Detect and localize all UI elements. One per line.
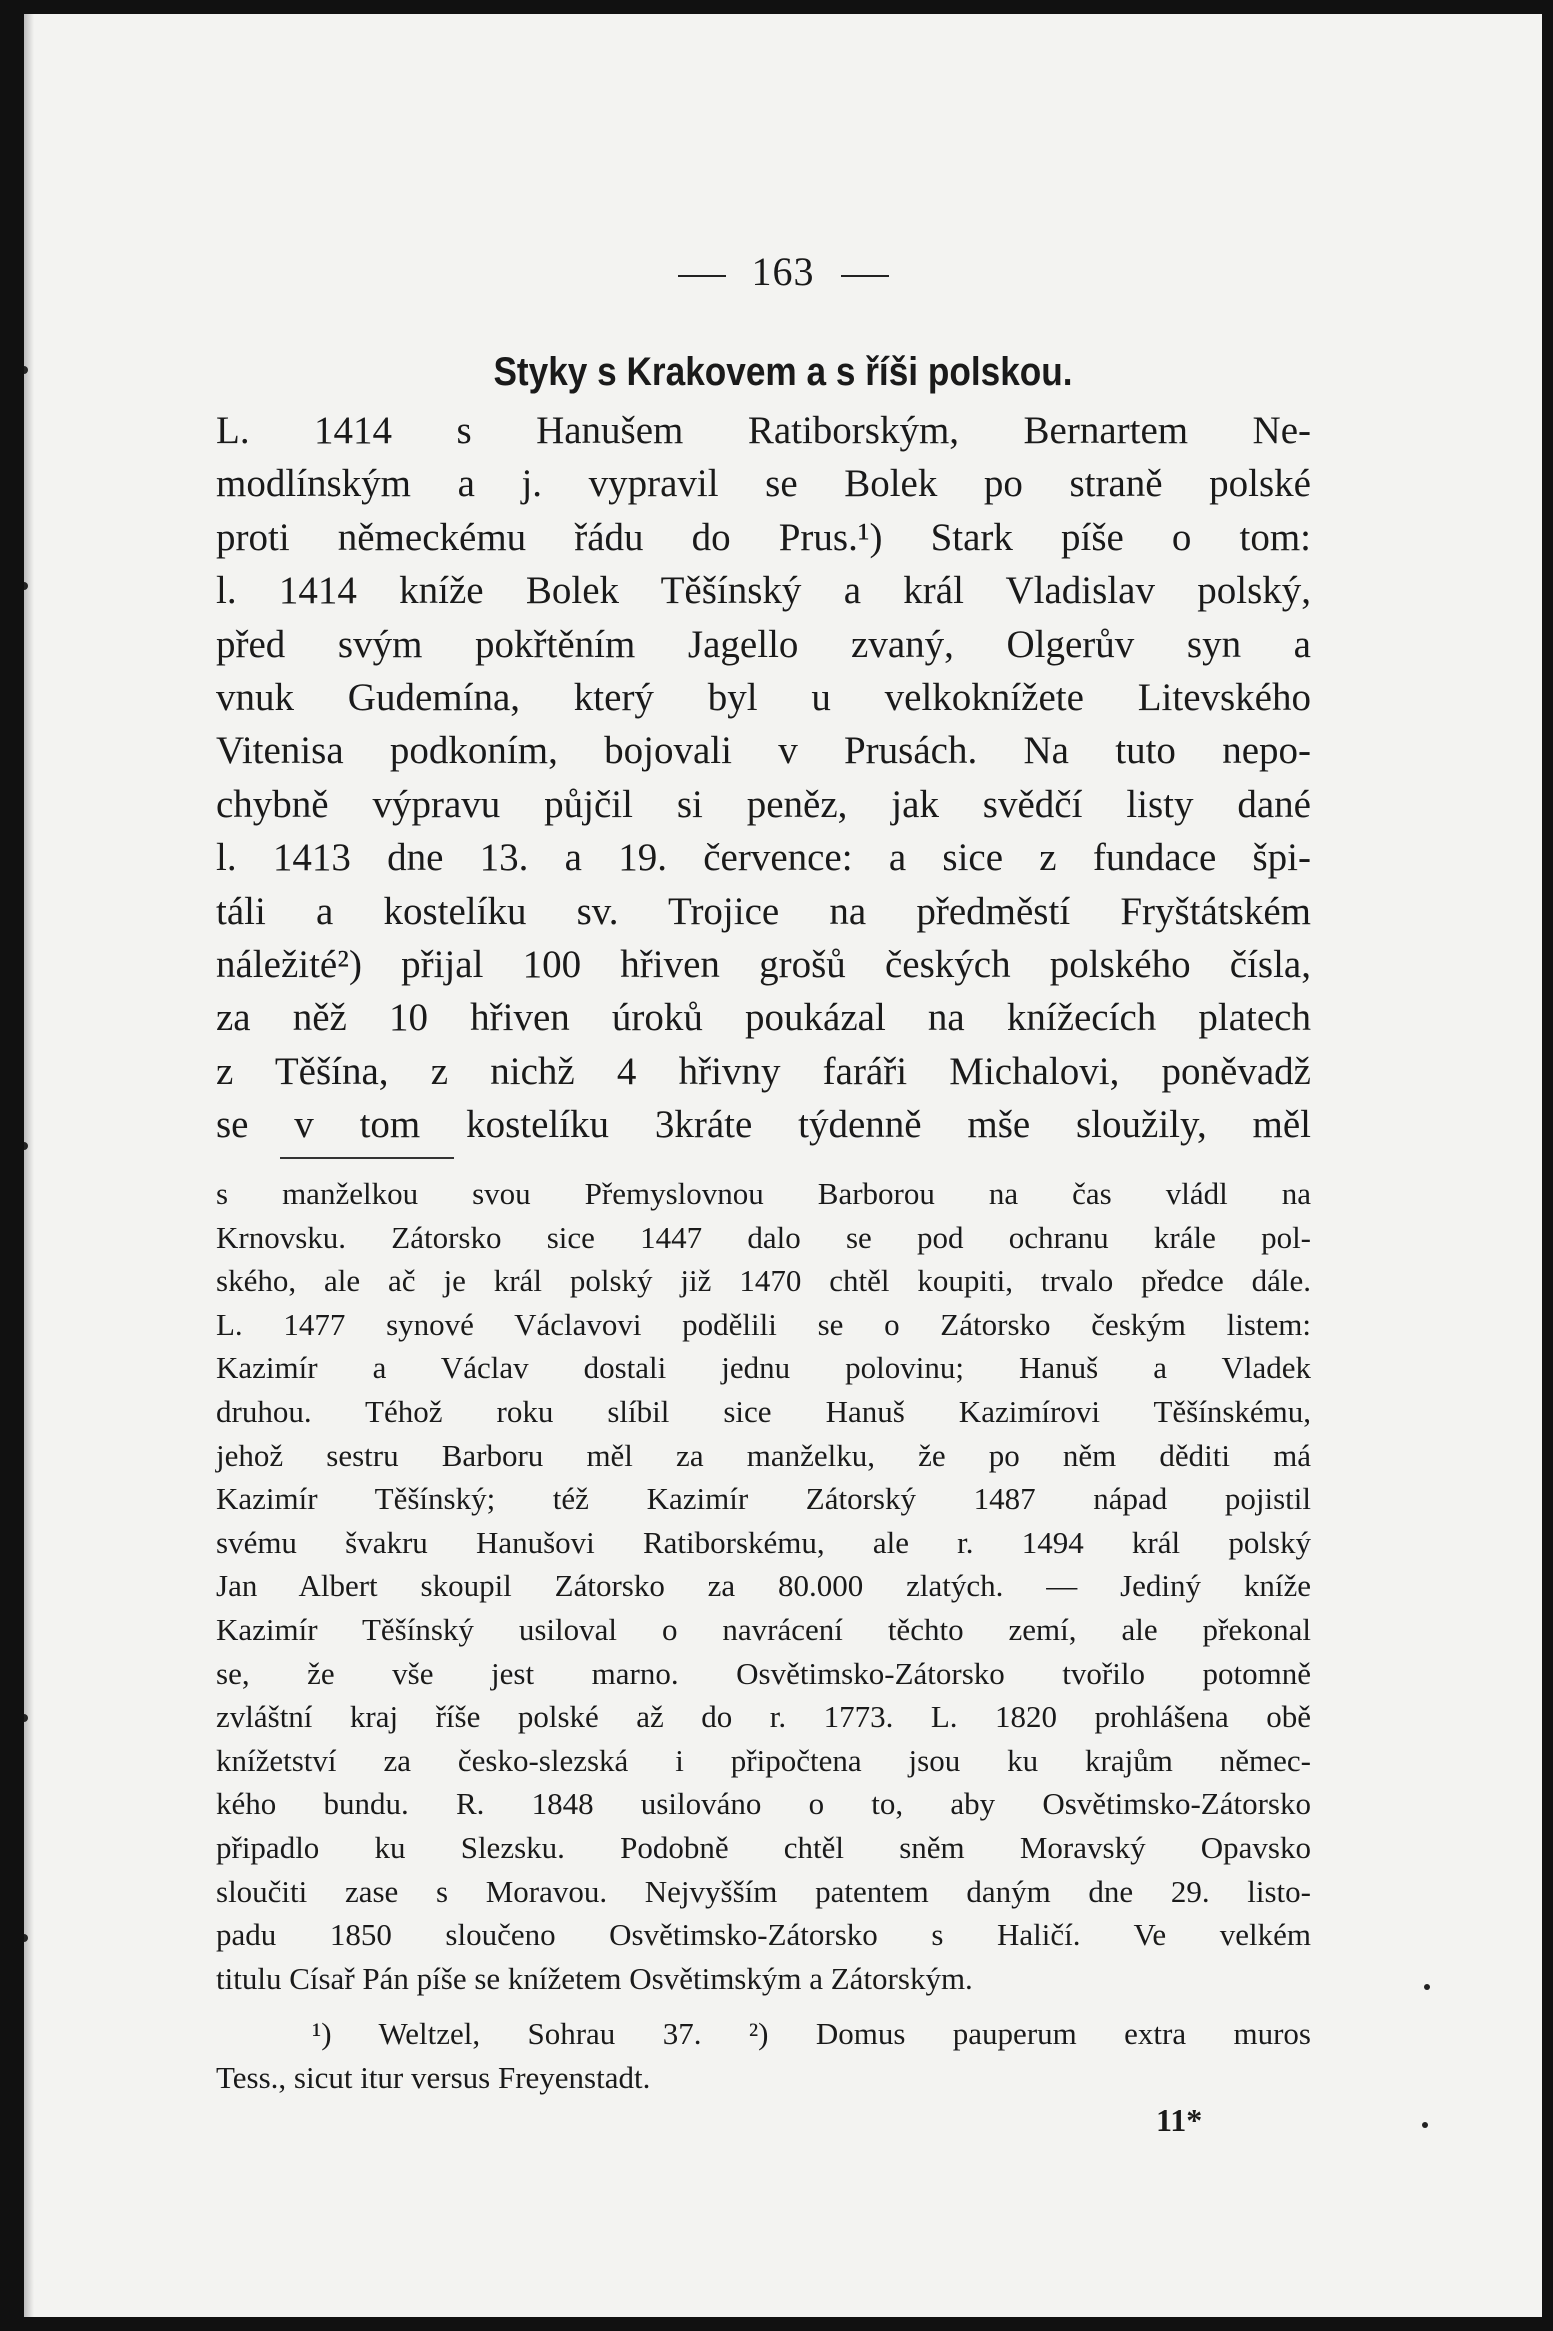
- footnote-entry: Tess., sicut itur versus Freyenstadt.: [216, 2059, 651, 2095]
- main-text-line: l. 1414 kníže Bolek Těšínský a král Vladislav polský,: [216, 569, 1311, 613]
- continued-footnote-block: [216, 1172, 1311, 2000]
- footnote-line: druhou. Téhož roku slíbil sice Hanuš Kazimírovi Těšínskému,: [216, 1393, 1311, 1429]
- footnote-line: titulu Císař Pán píše se knížetem Osvětimským a Zátorským.: [216, 1960, 973, 1996]
- footnote-line: Kazimír Těšínský usiloval o navrácení těchto zemí, ale překonal: [216, 1611, 1311, 1647]
- footnote-line: zvláštní kraj říše polské až do r. 1773. L. 1820 prohlášena obě: [216, 1699, 1311, 1735]
- main-text-block: [216, 404, 1311, 1152]
- footnote-line: Kazimír Těšínský; též Kazimír Zátorský 1487 nápad pojistil: [216, 1481, 1311, 1517]
- main-text-line: táli a kostelíku sv. Trojice na předměstí Fryštátském: [216, 889, 1311, 933]
- main-text-line: před svým pokřtěním Jagello zvaný, Olgerův syn a: [216, 622, 1311, 666]
- main-text-line: z Těšína, z nichž 4 hřivny faráři Michalovi, poněvadž: [216, 1049, 1311, 1093]
- footnote-line: s manželkou svou Přemyslovnou Barborou na čas vládl na: [216, 1176, 1311, 1211]
- page-number: [24, 248, 1542, 295]
- page-number-dash-right: [841, 275, 889, 277]
- main-text-line: modlínským a j. vypravil se Bolek po straně polské: [216, 462, 1311, 506]
- footnote-entry: ¹) Weltzel, Sohrau 37. ²) Domus pauperum extra muros: [312, 2016, 1311, 2051]
- signature-mark: 11*: [1156, 2102, 1203, 2138]
- footnote-line: Kazimír a Václav dostali jednu polovinu; Hanuš a Vladek: [216, 1350, 1311, 1386]
- scan-edge-shadow: [24, 14, 34, 2317]
- footnote-line: svému švakru Hanušovi Ratiborskému, ale r. 1494 král polský: [216, 1524, 1311, 1560]
- main-text-line: náležité²) přijal 100 hřiven grošů českých polského čísla,: [216, 943, 1311, 987]
- main-text-line: L. 1414 s Hanušem Ratiborským, Bernartem Ne-: [216, 409, 1311, 452]
- main-text-line: se v tom kostelíku 3kráte týdenně mše sloužily, měl: [216, 1103, 1311, 1147]
- main-text-line: proti německému řádu do Prus.¹) Stark píše o tom:: [216, 515, 1311, 559]
- footnote-separator: [280, 1157, 454, 1159]
- main-text-line: chybně výpravu půjčil si peněz, jak svědčí listy dané: [216, 782, 1311, 826]
- main-text-line: vnuk Gudemína, který byl u velkoknížete Litevského: [216, 676, 1311, 720]
- footnote-line: kého bundu. R. 1848 usilováno o to, aby Osvětimsko-Zátorsko: [216, 1786, 1311, 1822]
- main-text-line: Vitenisa podkoním, bojovali v Prusách. Na tuto nepo-: [216, 729, 1311, 773]
- ink-speck: [1422, 2122, 1428, 2128]
- footnote-line: L. 1477 synové Václavovi podělili se o Zátorsko českým listem:: [216, 1306, 1311, 1342]
- page-number-value: 163: [751, 249, 815, 294]
- page-number-dash-left: [678, 275, 726, 277]
- footnote-line: padu 1850 sloučeno Osvětimsko-Zátorsko s Haličí. Ve velkém: [216, 1917, 1311, 1953]
- footnote-line: připadlo ku Slezsku. Podobně chtěl sněm Moravský Opavsko: [216, 1829, 1311, 1865]
- footnotes-block: [216, 2012, 1311, 2099]
- footnote-line: sloučiti zase s Moravou. Nejvyšším patentem daným dne 29. listo-: [216, 1873, 1311, 1909]
- main-text-line: za něž 10 hřiven úroků poukázal na knížecích platech: [216, 996, 1311, 1040]
- footnote-line: Jan Albert skoupil Zátorsko za 80.000 zlatých. — Jediný kníže: [216, 1568, 1311, 1604]
- ink-speck: [1424, 1984, 1430, 1990]
- scanned-page: [24, 14, 1542, 2317]
- main-text-line: l. 1413 dne 13. a 19. července: a sice z fundace špi-: [216, 836, 1311, 880]
- footnote-line: jehož sestru Barboru měl za manželku, že po něm děditi má: [216, 1437, 1311, 1473]
- footnote-line: ského, ale ač je král polský již 1470 chtěl koupiti, trvalo předce dále.: [216, 1263, 1311, 1299]
- footnote-line: Krnovsku. Zátorsko sice 1447 dalo se pod ochranu krále pol-: [216, 1219, 1311, 1255]
- footnote-line: knížetství za česko-slezská i připočtena jsou ku krajům němec-: [216, 1742, 1311, 1778]
- footnote-line: se, že vše jest marno. Osvětimsko-Zátorsko tvořilo potomně: [216, 1655, 1311, 1691]
- section-heading: Styky s Krakovem a s říši polskou.: [493, 350, 1073, 394]
